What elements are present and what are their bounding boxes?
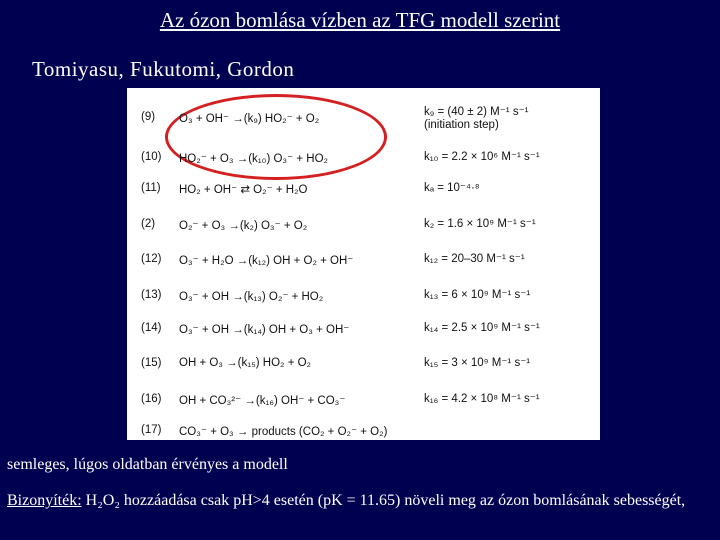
evidence-note xyxy=(7,490,707,511)
reaction-equation: CO₃⁻ + O₃ → products (CO₂ + O₂⁻ + O₂) xyxy=(179,426,388,438)
rate-constant: k₂ = 1.6 × 10⁹ M⁻¹ s⁻¹ xyxy=(424,218,536,230)
rate-constant: k₁₆ = 4.2 × 10⁸ M⁻¹ s⁻¹ xyxy=(424,393,540,405)
reaction-equation: OH + CO₃²⁻ →(k₁₆) OH⁻ + CO₃⁻ xyxy=(179,395,346,407)
rate-constant: k₁₀ = 2.2 × 10⁶ M⁻¹ s⁻¹ xyxy=(424,151,540,163)
reaction-number: (15) xyxy=(141,357,162,369)
evidence-text: H₂O₂ hozzáadása csak pH>4 esetén (pK = 11.65) növeli meg az ózon bomlásának sebességét, xyxy=(81,492,686,509)
reaction-number: (2) xyxy=(141,218,156,230)
slide-title: Az ózon bomlása vízben az TFG modell szerint xyxy=(159,8,561,32)
reaction-number: (9) xyxy=(141,111,156,123)
reaction-number: (16) xyxy=(141,393,162,405)
rate-constant: kₐ = 10⁻⁴·⁸ xyxy=(424,182,480,194)
rate-constant: k₁₄ = 2.5 × 10⁹ M⁻¹ s⁻¹ xyxy=(424,322,540,334)
reaction-row xyxy=(127,419,600,440)
reaction-equation: O₃⁻ + OH →(k₁₃) O₂⁻ + HO₂ xyxy=(179,291,324,303)
rate-constant: k₁₅ = 3 × 10⁹ M⁻¹ s⁻¹ xyxy=(424,357,531,369)
reaction-equation: O₃ + OH⁻ →(k₉) HO₂⁻ + O₂ xyxy=(179,113,320,125)
reaction-equation: O₃⁻ + OH →(k₁₄) OH + O₃ + OH⁻ xyxy=(179,324,350,336)
reaction-row xyxy=(127,317,600,341)
reaction-number: (13) xyxy=(141,289,162,301)
reaction-row xyxy=(127,352,600,376)
reaction-row xyxy=(127,248,600,272)
reaction-number: (17) xyxy=(141,424,162,436)
reaction-row xyxy=(127,284,600,308)
rate-constant: k₁₂ = 20–30 M⁻¹ s⁻¹ xyxy=(424,253,525,265)
reaction-equation: HO₂ + OH⁻ ⇄ O₂⁻ + H₂O xyxy=(179,184,308,196)
reaction-number: (11) xyxy=(141,182,161,194)
reaction-number: (12) xyxy=(141,253,162,265)
reaction-equation: O₂⁻ + O₃ →(k₂) O₃⁻ + O₂ xyxy=(179,220,308,232)
reaction-number: (10) xyxy=(141,151,162,163)
reaction-row xyxy=(127,213,600,237)
reaction-row xyxy=(127,388,600,412)
model-validity-note: semleges, lúgos oldatban érvényes a modell xyxy=(7,456,288,473)
evidence-label: Bizonyíték: xyxy=(7,492,82,509)
reaction-table-image xyxy=(127,88,600,440)
reaction-equation: HO₂⁻ + O₃ →(k₁₀) O₃⁻ + HO₂ xyxy=(179,153,328,165)
reaction-row xyxy=(127,146,600,170)
rate-constant: k₉ = (40 ± 2) M⁻¹ s⁻¹ (initiation step) xyxy=(424,106,529,131)
reaction-row xyxy=(127,177,600,201)
reaction-row xyxy=(127,106,600,130)
reaction-equation: O₃⁻ + H₂O →(k₁₂) OH + O₂ + OH⁻ xyxy=(179,255,354,267)
reaction-number: (14) xyxy=(141,322,162,334)
reaction-equation: OH + O₃ →(k₁₅) HO₂ + O₂ xyxy=(179,357,312,369)
rate-constant: k₁₃ = 6 × 10⁹ M⁻¹ s⁻¹ xyxy=(424,289,531,301)
authors: Tomiyasu, Fukutomi, Gordon xyxy=(32,57,295,81)
